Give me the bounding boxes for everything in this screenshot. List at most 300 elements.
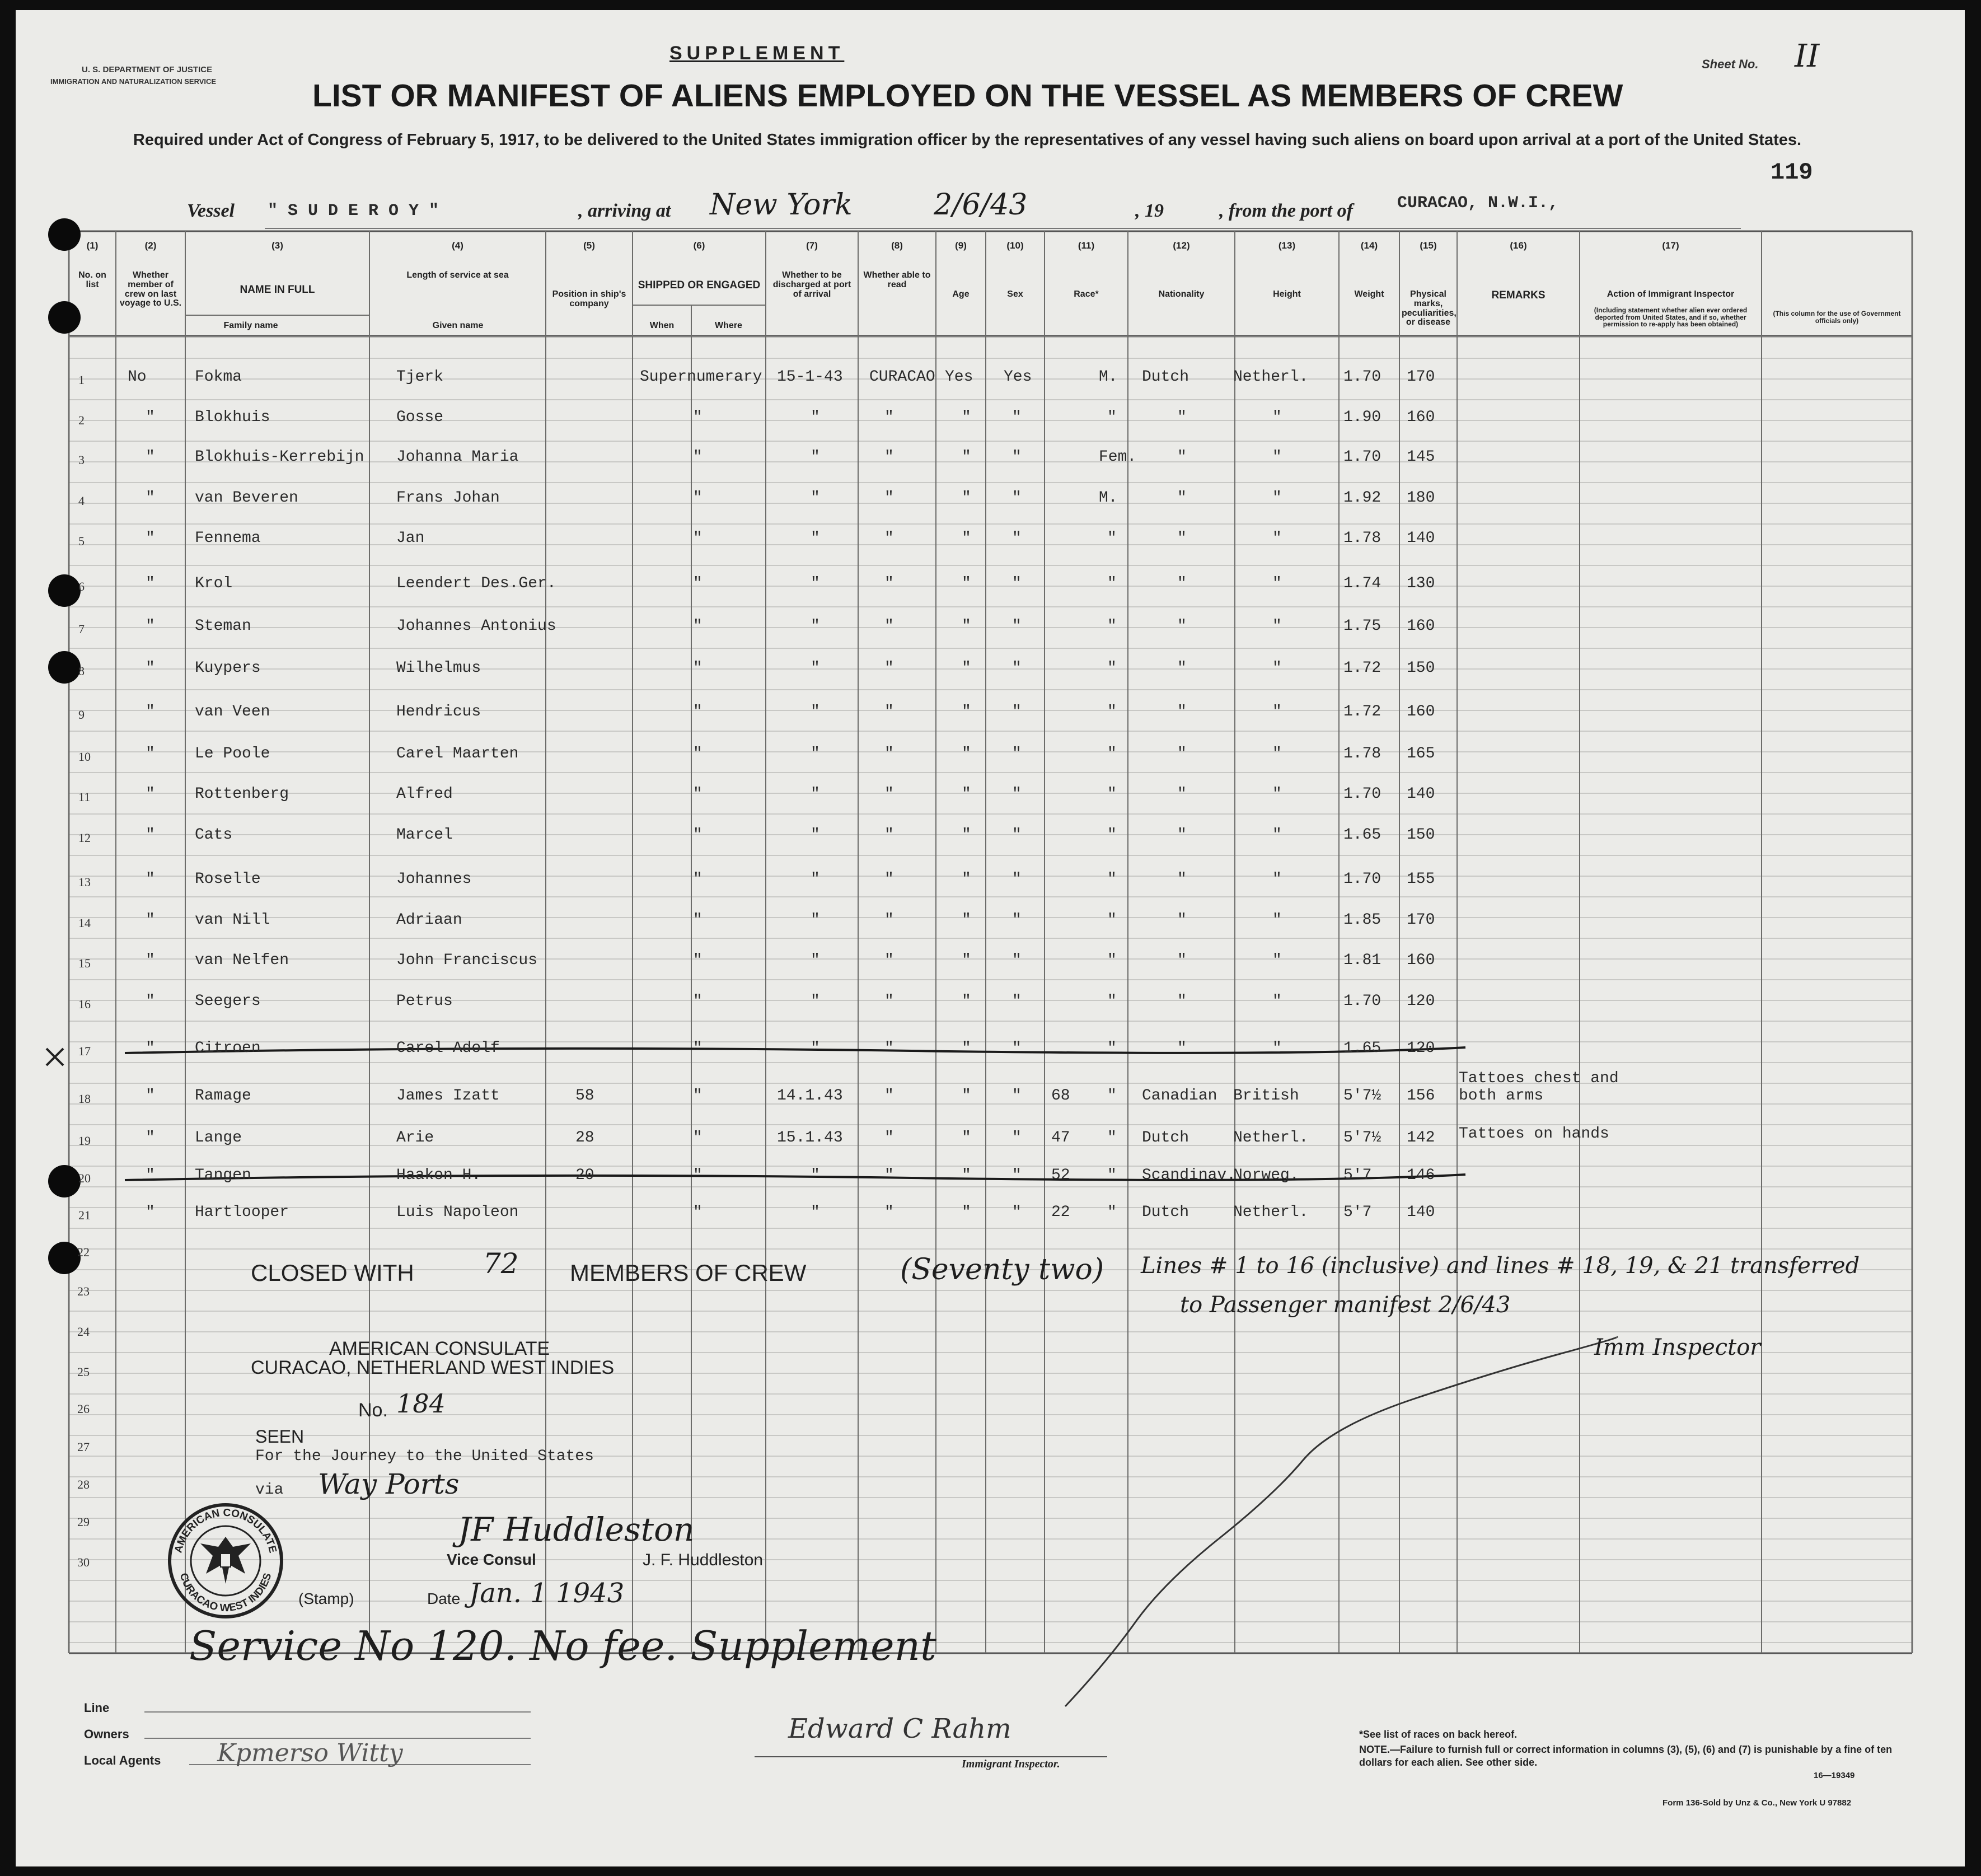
discharged: Yes: [945, 368, 973, 386]
given-name: Marcel: [396, 826, 453, 844]
crew-status: ": [146, 1204, 155, 1221]
column-header: Length of service at sea: [406, 270, 509, 280]
discharged: ": [962, 911, 971, 929]
nationality: ": [1272, 575, 1282, 592]
sheet-number: II: [1795, 38, 1820, 74]
given-name: Hendricus: [396, 703, 481, 721]
sex: ": [1107, 1087, 1117, 1105]
weight: 140: [1407, 1204, 1435, 1221]
inspector-signature: Edward C Rahm: [788, 1713, 1011, 1744]
height: 1.70: [1343, 448, 1381, 466]
shipped-when: ": [811, 911, 820, 929]
sex: ": [1107, 911, 1117, 929]
page-number: 119: [1771, 159, 1813, 186]
punch-hole: [48, 1165, 81, 1197]
form-info: Form 136-Sold by Unz & Co., New York U 97882: [1662, 1798, 1852, 1808]
able-to-read: ": [1012, 826, 1022, 844]
sex: ": [1107, 1167, 1117, 1184]
line-number: 26: [77, 1402, 90, 1416]
height: 1.65: [1343, 1040, 1381, 1057]
height: 5'7: [1343, 1167, 1372, 1184]
weight: 146: [1407, 1167, 1435, 1184]
shipped-when: ": [811, 993, 820, 1010]
service-length: 58: [575, 1087, 594, 1105]
crew-status: ": [146, 871, 155, 888]
shipped-where: ": [884, 1040, 894, 1057]
column-header: REMARKS: [1491, 289, 1546, 301]
family-name: Seegers: [195, 993, 261, 1010]
weight: 150: [1407, 659, 1435, 677]
race: Dutch: [1142, 1129, 1189, 1147]
position: ": [693, 1129, 703, 1147]
able-to-read: ": [1012, 871, 1022, 888]
discharged: ": [962, 785, 971, 803]
column-number: (17): [1662, 240, 1679, 251]
crew-status: ": [146, 530, 155, 547]
position: ": [693, 1040, 703, 1057]
nationality: Netherl.: [1233, 368, 1309, 386]
line-number: 19: [78, 1134, 91, 1148]
sex: ": [1107, 530, 1117, 547]
agency-line: U. S. DEPARTMENT OF JUSTICE: [82, 65, 213, 74]
position: ": [693, 1204, 703, 1221]
height: 1.92: [1343, 489, 1381, 507]
column-number: (16): [1510, 240, 1527, 251]
given-name: Alfred: [396, 785, 453, 803]
able-to-read: ": [1012, 1129, 1022, 1147]
crew-status: ": [146, 993, 155, 1010]
consul-name: J. F. Huddleston: [643, 1551, 764, 1569]
seal-bottom-text: CURACAO WEST INDIES: [177, 1571, 274, 1615]
discharged: ": [962, 617, 971, 635]
shipped-when: ": [811, 448, 820, 466]
weight: 120: [1407, 993, 1435, 1010]
race: ": [1177, 659, 1187, 677]
physical-marks: Tattoes chest and both arms: [1459, 1070, 1619, 1105]
nationality: ": [1272, 785, 1282, 803]
consulate-date: Jan. 1 1943: [469, 1578, 625, 1609]
able-to-read: ": [1012, 952, 1022, 969]
shipped-where: ": [884, 745, 894, 762]
stamp-label: (Stamp): [298, 1590, 354, 1607]
shipped-when: ": [811, 659, 820, 677]
line-number: 2: [78, 413, 85, 427]
height: 1.72: [1343, 703, 1381, 721]
discharged: ": [962, 409, 971, 426]
position: ": [693, 952, 703, 969]
date-label: Date: [427, 1590, 461, 1607]
race: ": [1177, 911, 1187, 929]
race: ": [1177, 489, 1187, 507]
column-subheader: (Including statement whether alien ever ordered deported from United States, and if so, whether permission to re-apply has been obtained): [1594, 306, 1748, 329]
shipped-where: ": [884, 785, 894, 803]
position: ": [693, 409, 703, 426]
able-to-read: ": [1012, 703, 1022, 721]
shipped-where: ": [884, 952, 894, 969]
column-subheader: Given name: [432, 321, 484, 330]
owners-label: Owners: [84, 1727, 129, 1741]
height: 1.72: [1343, 659, 1381, 677]
position: ": [693, 617, 703, 635]
column-header: No. on list: [78, 270, 106, 289]
given-name: Leendert Des.Ger.: [396, 575, 556, 592]
line-number: 17: [78, 1044, 91, 1058]
sex: ": [1107, 745, 1117, 762]
crew-status: ": [146, 409, 155, 426]
crew-status: No: [128, 368, 147, 386]
height: 1.78: [1343, 745, 1381, 762]
shipped-where: ": [884, 530, 894, 547]
family-name: Le Poole: [195, 745, 270, 762]
crew-status: ": [146, 1040, 155, 1057]
consulate-name: AMERICAN CONSULATE: [329, 1338, 550, 1359]
line-number: 16: [78, 997, 91, 1011]
from-label: , from the port of: [1219, 200, 1353, 221]
shipped-when: ": [811, 871, 820, 888]
nationality: Netherl.: [1233, 1204, 1309, 1221]
line-number: 24: [77, 1325, 90, 1339]
column-header: Height: [1273, 289, 1301, 299]
shipped-where: ": [884, 871, 894, 888]
able-to-read: ": [1012, 993, 1022, 1010]
family-name: Tangen: [195, 1167, 251, 1184]
column-subheader: (This column for the use of Government officials only): [1773, 310, 1901, 325]
journey-label: For the Journey to the United States: [255, 1448, 594, 1465]
sex: M.: [1099, 368, 1118, 386]
sex: ": [1107, 952, 1117, 969]
able-to-read: ": [1012, 617, 1022, 635]
shipped-where: ": [884, 575, 894, 592]
shipped-when: ": [811, 745, 820, 762]
shipped-where: ": [884, 409, 894, 426]
shipped-when: ": [811, 617, 820, 635]
weight: 155: [1407, 871, 1435, 888]
line-label: Line: [84, 1701, 110, 1715]
able-to-read: ": [1012, 1204, 1022, 1221]
subtitle: Required under Act of Congress of February 5, 1917, to be delivered to the United States immigration officer by the representatives of any vessel having such aliens on board upon arrival at a port of the United States.: [133, 131, 1802, 149]
height: 1.70: [1343, 871, 1381, 888]
discharged: ": [962, 703, 971, 721]
discharged: ": [962, 745, 971, 762]
sex: ": [1107, 409, 1117, 426]
family-name: van Nelfen: [195, 952, 289, 969]
family-name: van Nill: [195, 911, 270, 929]
shipped-where: ": [884, 703, 894, 721]
position: ": [693, 871, 703, 888]
family-name: Blokhuis-Kerrebijn: [195, 448, 364, 466]
able-to-read: ": [1012, 659, 1022, 677]
position: ": [693, 659, 703, 677]
closed-count-words: (Seventy two): [900, 1253, 1104, 1286]
shipped-when: 15-1-43: [777, 368, 843, 386]
line-number: 7: [78, 622, 85, 636]
sex: ": [1107, 826, 1117, 844]
shipped-where: ": [884, 1087, 894, 1105]
line-number: 12: [78, 831, 91, 845]
height: 1.70: [1343, 993, 1381, 1010]
family-name: Lange: [195, 1129, 242, 1147]
given-name: Luis Napoleon: [396, 1204, 519, 1221]
column-header: Whether to be discharged at port of arrival: [772, 270, 851, 299]
line-number: 23: [77, 1284, 90, 1298]
height: 1.81: [1343, 952, 1381, 969]
discharged: ": [962, 826, 971, 844]
column-number: (8): [891, 240, 903, 251]
crew-status: ": [146, 1129, 155, 1147]
column-header: Physical marks, peculiarities, or disease: [1402, 289, 1457, 328]
sex: Fem.: [1099, 448, 1137, 466]
height: 1.65: [1343, 826, 1381, 844]
given-name: Adriaan: [396, 911, 462, 929]
crew-status: ": [146, 1167, 155, 1184]
supplement-label: SUPPLEMENT: [669, 43, 845, 64]
weight: 165: [1407, 745, 1435, 762]
family-name: Kuypers: [195, 659, 261, 677]
shipped-when: ": [811, 1204, 820, 1221]
position: ": [693, 745, 703, 762]
page-title: LIST OR MANIFEST OF ALIENS EMPLOYED ON THE VESSEL AS MEMBERS OF CREW: [312, 78, 1623, 114]
shipped-where: ": [884, 1129, 894, 1147]
crew-status: ": [146, 703, 155, 721]
via-label: via: [255, 1481, 284, 1499]
column-number: (1): [86, 240, 99, 251]
able-to-read: ": [1012, 745, 1022, 762]
column-number: (4): [452, 240, 463, 251]
line-number: 27: [77, 1440, 90, 1454]
height: 5'7: [1343, 1204, 1372, 1221]
weight: 170: [1407, 368, 1435, 386]
sex: ": [1107, 617, 1117, 635]
physical-marks: Tattoes on hands: [1459, 1125, 1609, 1143]
race: ": [1177, 617, 1187, 635]
column-number: (9): [955, 240, 967, 251]
height: 1.90: [1343, 409, 1381, 426]
position: ": [693, 703, 703, 721]
position: ": [693, 911, 703, 929]
column-number: (5): [583, 240, 595, 251]
column-subheader: When: [649, 321, 675, 330]
age: 22: [1051, 1204, 1070, 1221]
line-number: 20: [78, 1171, 91, 1185]
weight: 130: [1407, 575, 1435, 592]
given-name: Arie: [396, 1129, 434, 1147]
shipped-when: ": [811, 409, 820, 426]
line-number: 1: [78, 373, 85, 387]
crew-status: ": [146, 448, 155, 466]
given-name: Haakon H.: [396, 1167, 481, 1184]
shipped-when: 14.1.43: [777, 1087, 843, 1105]
shipped-where: CURACAO: [869, 368, 935, 386]
column-number: (3): [271, 240, 283, 251]
shipped-when: ": [811, 703, 820, 721]
family-name: Ramage: [195, 1087, 251, 1105]
shipped-where: ": [884, 1167, 894, 1184]
given-name: John Franciscus: [396, 952, 538, 969]
eagle-icon: [200, 1537, 251, 1584]
line-number: 29: [77, 1515, 90, 1529]
column-number: (6): [693, 240, 705, 251]
discharged: ": [962, 1129, 971, 1147]
position: ": [693, 993, 703, 1010]
sex: ": [1107, 993, 1117, 1010]
sex: ": [1107, 575, 1117, 592]
column-header: Age: [952, 289, 970, 299]
line-number: 9: [78, 708, 85, 722]
weight: 170: [1407, 911, 1435, 929]
position: ": [693, 1167, 703, 1184]
race: ": [1177, 530, 1187, 547]
arriving-label: , arriving at: [578, 200, 671, 221]
given-name: Wilhelmus: [396, 659, 481, 677]
weight: 120: [1407, 1040, 1435, 1057]
consul-role: Vice Consul: [447, 1551, 536, 1568]
position: ": [693, 826, 703, 844]
penalty-note: NOTE.—Failure to furnish full or correct information in columns (3), (5), (6) and (7) is punishable by a fine of ten dollars for each alien. See other side.: [1359, 1744, 1893, 1768]
discharged: ": [962, 1087, 971, 1105]
position: ": [693, 530, 703, 547]
column-header: SHIPPED OR ENGAGED: [638, 279, 761, 291]
line-number: 11: [78, 790, 91, 804]
nationality: ": [1272, 993, 1282, 1010]
column-number: (10): [1006, 240, 1024, 251]
check-mark-icon: [46, 1049, 63, 1065]
consulate-location: CURACAO, NETHERLAND WEST INDIES: [251, 1357, 615, 1378]
position: Supernumerary: [640, 368, 762, 386]
race: Dutch: [1142, 368, 1189, 386]
arrival-date: 2/6/43: [934, 188, 1028, 222]
nationality: ": [1272, 489, 1282, 507]
service-length: 28: [575, 1129, 594, 1147]
crew-status: ": [146, 575, 155, 592]
consulate-seal: [167, 1502, 284, 1620]
column-subheader: Family name: [223, 321, 278, 330]
shipped-where: ": [884, 489, 894, 507]
crew-status: ": [146, 1087, 155, 1105]
line-number: 4: [78, 494, 85, 508]
vessel-label: Vessel: [187, 200, 235, 221]
family-name: van Veen: [195, 703, 270, 721]
local-agents-value: Kpmerso Witty: [217, 1739, 403, 1767]
position: ": [693, 489, 703, 507]
line-number: 8: [78, 664, 85, 678]
nationality: ": [1272, 409, 1282, 426]
strike-through-line: [125, 1047, 1465, 1053]
seal-top-text: AMERICAN CONSULATE: [172, 1507, 279, 1555]
shipped-where: ": [884, 659, 894, 677]
race: ": [1177, 871, 1187, 888]
line-number: 22: [77, 1245, 90, 1259]
shipped-when: ": [811, 489, 820, 507]
nationality: ": [1272, 826, 1282, 844]
column-subheader: Where: [715, 321, 742, 330]
vessel-name: " S U D E R O Y ": [268, 202, 439, 221]
consulate-no-label: No.: [358, 1400, 388, 1421]
able-to-read: ": [1012, 1040, 1022, 1057]
nationality: ": [1272, 952, 1282, 969]
race: ": [1177, 1040, 1187, 1057]
weight: 180: [1407, 489, 1435, 507]
shipped-when: ": [811, 1040, 820, 1057]
family-name: Fennema: [195, 530, 261, 547]
race: ": [1177, 952, 1187, 969]
shipped-when: ": [811, 785, 820, 803]
shipped-when: ": [811, 575, 820, 592]
age: 52: [1051, 1167, 1070, 1184]
shipped-when: ": [811, 952, 820, 969]
shipped-where: ": [884, 993, 894, 1010]
weight: 160: [1407, 952, 1435, 969]
column-number: (13): [1278, 240, 1296, 251]
nationality: ": [1272, 911, 1282, 929]
line-number: 3: [78, 453, 85, 467]
nationality: Netherl.: [1233, 1129, 1309, 1147]
family-name: van Beveren: [195, 489, 298, 507]
shipped-when: ": [811, 1167, 820, 1184]
column-number: (2): [144, 240, 157, 251]
crew-status: ": [146, 745, 155, 762]
crew-status: ": [146, 785, 155, 803]
race: ": [1177, 745, 1187, 762]
line-number: 15: [78, 956, 91, 970]
family-name: Roselle: [195, 871, 261, 888]
discharged: ": [962, 659, 971, 677]
height: 1.74: [1343, 575, 1381, 592]
crew-status: ": [146, 489, 155, 507]
line-number: 14: [78, 916, 91, 930]
given-name: Jan: [396, 530, 425, 547]
column-number: (15): [1420, 240, 1437, 251]
discharged: ": [962, 530, 971, 547]
service-length: 20: [575, 1167, 594, 1184]
position: ": [693, 448, 703, 466]
race: ": [1177, 448, 1187, 466]
line-number: 5: [78, 534, 85, 548]
able-to-read: ": [1012, 489, 1022, 507]
shipped-where: ": [884, 826, 894, 844]
crew-status: ": [146, 617, 155, 635]
sheet-label: Sheet No.: [1702, 57, 1759, 71]
column-header: Whether member of crew on last voyage to U.S.: [119, 270, 182, 308]
line-number: 10: [78, 750, 91, 764]
given-name: Johannes: [396, 871, 472, 888]
line-number: 25: [77, 1365, 90, 1379]
column-header: Nationality: [1158, 289, 1205, 299]
closed-count: 72: [483, 1247, 519, 1280]
given-name: Frans Johan: [396, 489, 500, 507]
able-to-read: ": [1012, 409, 1022, 426]
family-name: Citroen: [195, 1040, 261, 1057]
family-name: Rottenberg: [195, 785, 289, 803]
shipped-where: ": [884, 448, 894, 466]
given-name: Carel Maarten: [396, 745, 519, 762]
column-header: Position in ship's company: [552, 289, 626, 308]
consul-signature: JF Huddleston: [458, 1510, 695, 1548]
crew-status: ": [146, 911, 155, 929]
nationality: ": [1272, 530, 1282, 547]
crew-status: ": [146, 659, 155, 677]
height: 1.75: [1343, 617, 1381, 635]
manifest-page: [16, 10, 1965, 1866]
agency-line: IMMIGRATION AND NATURALIZATION SERVICE: [50, 77, 217, 86]
able-to-read: ": [1012, 448, 1022, 466]
race: ": [1177, 575, 1187, 592]
weight: 145: [1407, 448, 1435, 466]
age: 68: [1051, 1087, 1070, 1105]
line-number: 6: [78, 579, 85, 593]
family-name: Cats: [195, 826, 233, 844]
column-header: Sex: [1007, 289, 1023, 299]
line-number: 28: [77, 1477, 90, 1491]
